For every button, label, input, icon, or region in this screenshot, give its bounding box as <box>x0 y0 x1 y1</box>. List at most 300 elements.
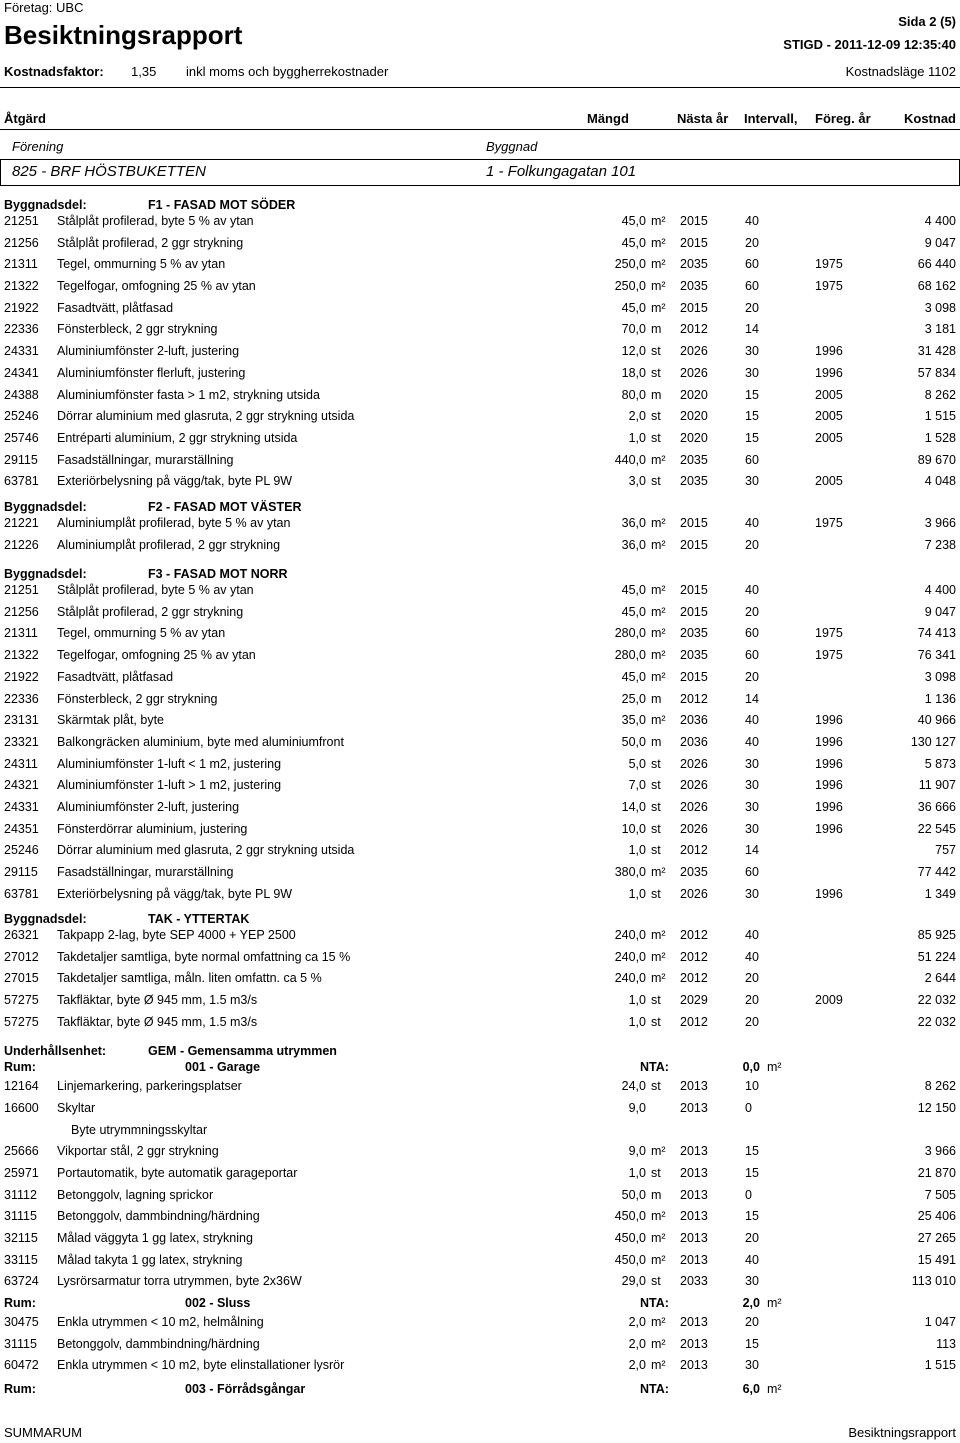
item-cost: 74 413 <box>917 626 956 640</box>
table-row <box>0 668 960 688</box>
item-next-year: 2029 <box>680 993 708 1007</box>
item-next-year: 2013 <box>680 1209 708 1223</box>
item-cost: 22 032 <box>917 1015 956 1029</box>
byggnad-label: Byggnad <box>486 139 538 154</box>
col-header-nasta: Nästa år <box>677 111 729 126</box>
item-previous-year: 1996 <box>815 366 843 380</box>
item-code: 63781 <box>4 887 39 901</box>
table-row <box>0 841 960 861</box>
item-cost: 76 341 <box>917 648 956 662</box>
item-cost: 1 515 <box>924 409 956 423</box>
table-row <box>0 991 960 1011</box>
item-quantity: 3,0 <box>628 474 646 488</box>
item-description: Tegelfogar, omfogning 25 % av ytan <box>57 279 256 293</box>
item-next-year: 2026 <box>680 778 708 792</box>
item-quantity: 12,0 <box>621 344 646 358</box>
item-cost: 1 047 <box>924 1315 956 1329</box>
item-description: Entréparti aluminium, 2 ggr strykning utsida <box>57 431 298 445</box>
item-next-year: 2013 <box>680 1079 708 1093</box>
item-quantity: 70,0 <box>621 322 646 336</box>
item-interval: 30 <box>745 778 759 792</box>
item-next-year: 2013 <box>680 1166 708 1180</box>
item-cost: 27 265 <box>917 1231 956 1245</box>
item-cost: 3 098 <box>924 301 956 315</box>
item-interval: 10 <box>745 1079 759 1093</box>
item-unit: st <box>651 843 661 857</box>
item-previous-year: 1996 <box>815 778 843 792</box>
item-description: Exteriörbelysning på vägg/tak, byte PL 9W <box>57 474 293 488</box>
item-next-year: 2013 <box>680 1358 708 1372</box>
item-description: Målad takyta 1 gg latex, strykning <box>57 1253 243 1267</box>
item-unit: st <box>651 431 661 445</box>
item-quantity: 1,0 <box>628 843 646 857</box>
item-code: 31115 <box>4 1337 37 1351</box>
forening-label: Förening <box>12 139 64 154</box>
item-description: Stålplåt profilerad, byte 5 % av ytan <box>57 214 254 228</box>
item-note: Byte utrymmningsskyltar <box>71 1123 208 1137</box>
item-interval: 30 <box>745 344 759 358</box>
item-cost: 25 406 <box>917 1209 956 1223</box>
item-code: 29115 <box>4 453 38 467</box>
item-unit: st <box>651 800 661 814</box>
item-interval: 20 <box>745 1015 759 1029</box>
room-name: 003 - Förrådsgångar <box>185 1382 306 1396</box>
item-next-year: 2026 <box>680 344 708 358</box>
room-nta-unit: m² <box>767 1060 782 1074</box>
item-quantity: 36,0 <box>621 516 646 530</box>
item-description: Takdetaljer samtliga, byte normal omfattning ca 15 % <box>57 950 351 964</box>
table-row <box>0 1099 960 1119</box>
item-unit: st <box>651 474 661 488</box>
report-title: Besiktningsrapport <box>4 20 243 50</box>
item-quantity: 50,0 <box>621 1188 646 1202</box>
item-next-year: 2015 <box>680 605 708 619</box>
item-previous-year: 1996 <box>815 822 843 836</box>
table-row <box>0 948 960 968</box>
item-interval: 14 <box>745 843 759 857</box>
cost-level: Kostnadsläge 1102 <box>845 64 956 79</box>
item-cost: 8 262 <box>924 388 956 402</box>
item-interval: 60 <box>745 279 759 293</box>
item-quantity: 29,0 <box>621 1274 646 1288</box>
room-nta-value: 2,0 <box>742 1296 760 1310</box>
item-unit: st <box>651 409 661 423</box>
item-cost: 77 442 <box>917 865 956 879</box>
item-unit: m² <box>651 214 666 228</box>
item-unit: m <box>651 735 662 749</box>
item-description: Stålplåt profilerad, 2 ggr strykning <box>57 605 244 619</box>
table-row <box>0 969 960 989</box>
item-description: Fasadtvätt, plåtfasad <box>57 301 174 315</box>
company-label: Företag: UBC <box>4 0 84 15</box>
item-unit: m² <box>651 236 666 250</box>
room-header <box>0 1058 960 1076</box>
item-unit: st <box>651 757 661 771</box>
item-interval: 20 <box>745 236 759 250</box>
item-description: Aluminiumfönster fasta > 1 m2, strykning utsida <box>57 388 320 402</box>
item-description: Tegel, ommurning 5 % av ytan <box>57 626 226 640</box>
item-next-year: 2015 <box>680 236 708 250</box>
item-interval: 60 <box>745 453 759 467</box>
item-interval: 40 <box>745 1253 759 1267</box>
footer-left: SUMMARUM <box>4 1425 82 1440</box>
item-cost: 5 873 <box>924 757 956 771</box>
footer-right: Besiktningsrapport <box>848 1425 956 1440</box>
item-quantity: 1,0 <box>628 431 646 445</box>
item-code: 24311 <box>4 757 38 771</box>
item-interval: 30 <box>745 757 759 771</box>
item-next-year: 2015 <box>680 516 708 530</box>
item-code: 22336 <box>4 322 39 336</box>
item-code: 21256 <box>4 236 39 250</box>
item-unit: st <box>651 887 661 901</box>
item-interval: 14 <box>745 322 759 336</box>
table-row <box>0 1013 960 1033</box>
item-cost: 757 <box>935 843 956 857</box>
section-label: Byggnadsdel: <box>4 912 87 926</box>
item-cost: 85 925 <box>917 928 956 942</box>
table-row <box>0 646 960 666</box>
table-row <box>0 926 960 946</box>
item-interval: 20 <box>745 993 759 1007</box>
item-cost: 4 048 <box>924 474 956 488</box>
item-interval: 15 <box>745 1209 759 1223</box>
item-quantity: 1,0 <box>628 1015 646 1029</box>
item-quantity: 25,0 <box>621 692 646 706</box>
item-quantity: 45,0 <box>621 670 646 684</box>
room-nta-label: NTA: <box>640 1296 669 1310</box>
table-row <box>0 1335 960 1355</box>
col-header-intervall: Intervall, <box>744 111 798 126</box>
table-row <box>0 733 960 753</box>
item-interval: 20 <box>745 538 759 552</box>
item-interval: 20 <box>745 605 759 619</box>
item-unit: m² <box>651 583 666 597</box>
room-nta-value: 6,0 <box>742 1382 760 1396</box>
item-next-year: 2015 <box>680 301 708 315</box>
room-nta-label: NTA: <box>640 1060 669 1074</box>
col-header-foreg: Föreg. år <box>815 111 871 126</box>
room-header <box>0 1380 960 1398</box>
item-interval: 15 <box>745 1144 759 1158</box>
table-row <box>0 711 960 731</box>
item-cost: 1 136 <box>924 692 956 706</box>
item-quantity: 45,0 <box>621 214 646 228</box>
col-header-kostnad: Kostnad <box>904 111 956 126</box>
item-code: 57275 <box>4 1015 39 1029</box>
divider <box>0 129 960 130</box>
item-quantity: 45,0 <box>621 605 646 619</box>
item-previous-year: 2009 <box>815 993 843 1007</box>
item-quantity: 35,0 <box>621 713 646 727</box>
item-description: Stålplåt profilerad, byte 5 % av ytan <box>57 583 254 597</box>
table-row <box>0 364 960 384</box>
item-interval: 40 <box>745 214 759 228</box>
item-previous-year: 1996 <box>815 735 843 749</box>
item-code: 21221 <box>4 516 39 530</box>
item-description: Takdetaljer samtliga, måln. liten omfattn. ca 5 % <box>57 971 322 985</box>
table-row <box>0 1077 960 1097</box>
item-cost: 22 032 <box>917 993 956 1007</box>
item-description: Skärmtak plåt, byte <box>57 713 164 727</box>
item-interval: 30 <box>745 474 759 488</box>
item-note-row <box>0 1121 960 1141</box>
item-quantity: 240,0 <box>614 950 646 964</box>
item-next-year: 2013 <box>680 1188 708 1202</box>
item-quantity: 1,0 <box>628 887 646 901</box>
table-row <box>0 1272 960 1292</box>
item-description: Takpapp 2-lag, byte SEP 4000 + YEP 2500 <box>57 928 296 942</box>
item-code: 30475 <box>4 1315 39 1329</box>
item-next-year: 2013 <box>680 1315 708 1329</box>
item-cost: 2 644 <box>924 971 956 985</box>
item-previous-year: 2005 <box>815 409 843 423</box>
table-row <box>0 776 960 796</box>
item-code: 32115 <box>4 1231 38 1245</box>
item-code: 21311 <box>4 257 38 271</box>
item-next-year: 2026 <box>680 887 708 901</box>
table-row <box>0 624 960 644</box>
room-label: Rum: <box>4 1060 36 1074</box>
item-previous-year: 1996 <box>815 713 843 727</box>
item-next-year: 2013 <box>680 1253 708 1267</box>
item-code: 24331 <box>4 344 39 358</box>
item-next-year: 2013 <box>680 1337 708 1351</box>
item-next-year: 2035 <box>680 453 708 467</box>
item-description: Vikportar stål, 2 ggr strykning <box>57 1144 219 1158</box>
item-cost: 113 010 <box>911 1274 956 1288</box>
item-interval: 20 <box>745 1231 759 1245</box>
item-description: Exteriörbelysning på vägg/tak, byte PL 9W <box>57 887 293 901</box>
item-code: 21922 <box>4 301 39 315</box>
item-previous-year: 2005 <box>815 431 843 445</box>
col-header-mangd: Mängd <box>587 111 629 126</box>
cost-factor-value: 1,35 <box>131 64 157 79</box>
item-description: Fönsterdörrar aluminium, justering <box>57 822 248 836</box>
item-interval: 0 <box>745 1188 752 1202</box>
item-code: 24321 <box>4 778 39 792</box>
item-cost: 1 349 <box>924 887 956 901</box>
item-code: 60472 <box>4 1358 39 1372</box>
item-unit: m² <box>651 971 666 985</box>
item-description: Aluminiumplåt profilerad, 2 ggr strykning <box>57 538 281 552</box>
item-previous-year: 2005 <box>815 474 843 488</box>
item-previous-year: 1975 <box>815 279 843 293</box>
item-quantity: 280,0 <box>614 648 646 662</box>
item-code: 24341 <box>4 366 39 380</box>
cost-factor-note: inkl moms och byggherrekostnader <box>186 64 389 79</box>
item-next-year: 2035 <box>680 626 708 640</box>
item-quantity: 18,0 <box>621 366 646 380</box>
item-next-year: 2012 <box>680 928 708 942</box>
section-name: F3 - FASAD MOT NORR <box>148 567 288 581</box>
item-code: 25246 <box>4 409 39 423</box>
item-next-year: 2020 <box>680 431 708 445</box>
table-row <box>0 581 960 601</box>
room-header <box>0 1294 960 1312</box>
item-quantity: 5,0 <box>628 757 646 771</box>
table-row <box>0 536 960 556</box>
item-description: Dörrar aluminium med glasruta, 2 ggr strykning utsida <box>57 409 355 423</box>
item-interval: 20 <box>745 301 759 315</box>
item-quantity: 250,0 <box>614 257 646 271</box>
item-unit: st <box>651 344 661 358</box>
item-unit: st <box>651 778 661 792</box>
item-code: 21311 <box>4 626 38 640</box>
table-row <box>0 277 960 297</box>
item-description: Aluminiumfönster 2-luft, justering <box>57 344 240 358</box>
item-interval: 30 <box>745 887 759 901</box>
item-next-year: 2013 <box>680 1101 708 1115</box>
item-interval: 15 <box>745 431 759 445</box>
item-description: Lysrörsarmatur torra utrymmen, byte 2x36W <box>57 1274 302 1288</box>
item-quantity: 240,0 <box>614 928 646 942</box>
item-cost: 3 966 <box>924 516 956 530</box>
room-label: Rum: <box>4 1296 36 1310</box>
item-quantity: 450,0 <box>614 1231 646 1245</box>
item-description: Fasadställningar, murarställning <box>57 453 234 467</box>
item-unit: m <box>651 322 662 336</box>
table-row <box>0 212 960 232</box>
item-cost: 36 666 <box>917 800 956 814</box>
table-row <box>0 1142 960 1162</box>
item-unit: st <box>651 1015 661 1029</box>
item-description: Målad väggyta 1 gg latex, strykning <box>57 1231 253 1245</box>
item-interval: 15 <box>745 1337 759 1351</box>
item-cost: 66 440 <box>917 257 956 271</box>
item-description: Aluminiumplåt profilerad, byte 5 % av ytan <box>57 516 291 530</box>
item-unit: m² <box>651 865 666 879</box>
item-unit: m <box>651 388 662 402</box>
item-unit: m² <box>651 301 666 315</box>
item-unit: m² <box>651 1144 666 1158</box>
item-cost: 51 224 <box>917 950 956 964</box>
item-cost: 4 400 <box>924 583 956 597</box>
page-indicator: Sida 2 (5) <box>898 14 956 29</box>
item-next-year: 2012 <box>680 971 708 985</box>
item-cost: 9 047 <box>924 236 956 250</box>
item-cost: 1 528 <box>924 431 956 445</box>
table-row <box>0 820 960 840</box>
item-code: 63724 <box>4 1274 39 1288</box>
table-row <box>0 690 960 710</box>
table-row <box>0 1164 960 1184</box>
item-code: 31115 <box>4 1209 37 1223</box>
item-unit: m² <box>651 950 666 964</box>
table-row <box>0 1207 960 1227</box>
item-code: 31112 <box>4 1188 37 1202</box>
item-quantity: 240,0 <box>614 971 646 985</box>
item-unit: m² <box>651 928 666 942</box>
item-cost: 7 238 <box>924 538 956 552</box>
item-previous-year: 1975 <box>815 626 843 640</box>
item-previous-year: 1975 <box>815 257 843 271</box>
table-row <box>0 755 960 775</box>
item-quantity: 10,0 <box>621 822 646 836</box>
item-quantity: 45,0 <box>621 301 646 315</box>
item-next-year: 2015 <box>680 214 708 228</box>
item-cost: 68 162 <box>917 279 956 293</box>
item-interval: 40 <box>745 950 759 964</box>
item-cost: 130 127 <box>910 735 956 749</box>
table-row <box>0 798 960 818</box>
item-code: 24351 <box>4 822 39 836</box>
item-unit: m² <box>651 1315 666 1329</box>
item-cost: 8 262 <box>924 1079 956 1093</box>
item-description: Portautomatik, byte automatik garageportar <box>57 1166 298 1180</box>
item-interval: 20 <box>745 971 759 985</box>
item-unit: st <box>651 1166 661 1180</box>
item-next-year: 2012 <box>680 950 708 964</box>
section-label: Byggnadsdel: <box>4 198 87 212</box>
item-code: 12164 <box>4 1079 39 1093</box>
room-nta-unit: m² <box>767 1296 782 1310</box>
item-next-year: 2020 <box>680 388 708 402</box>
item-unit: m <box>651 1188 662 1202</box>
item-description: Skyltar <box>57 1101 96 1115</box>
room-nta-value: 0,0 <box>742 1060 760 1074</box>
item-interval: 30 <box>745 822 759 836</box>
item-quantity: 450,0 <box>614 1253 646 1267</box>
item-unit: m² <box>651 538 666 552</box>
item-interval: 30 <box>745 1358 759 1372</box>
item-interval: 40 <box>745 583 759 597</box>
item-code: 57275 <box>4 993 39 1007</box>
item-unit: m² <box>651 1209 666 1223</box>
item-next-year: 2012 <box>680 322 708 336</box>
table-row <box>0 603 960 623</box>
item-description: Enkla utrymmen < 10 m2, helmålning <box>57 1315 264 1329</box>
report-timestamp: STIGD - 2011-12-09 12:35:40 <box>783 37 956 52</box>
cost-factor-label: Kostnadsfaktor: <box>4 64 104 79</box>
item-quantity: 7,0 <box>628 778 646 792</box>
item-cost: 12 150 <box>917 1101 956 1115</box>
table-row <box>0 1186 960 1206</box>
item-quantity: 9,0 <box>628 1101 646 1115</box>
item-interval: 40 <box>745 928 759 942</box>
item-quantity: 24,0 <box>621 1079 646 1093</box>
item-unit: m² <box>651 605 666 619</box>
byggnad-name: 1 - Folkungagatan 101 <box>486 163 637 180</box>
item-cost: 1 515 <box>924 1358 956 1372</box>
item-code: 27012 <box>4 950 39 964</box>
item-interval: 15 <box>745 1166 759 1180</box>
item-description: Aluminiumfönster 1-luft > 1 m2, justering <box>57 778 282 792</box>
item-quantity: 380,0 <box>614 865 646 879</box>
item-quantity: 2,0 <box>628 1337 646 1351</box>
item-quantity: 1,0 <box>628 993 646 1007</box>
table-row <box>0 299 960 319</box>
item-interval: 0 <box>745 1101 752 1115</box>
item-unit: st <box>651 993 661 1007</box>
item-next-year: 2036 <box>680 735 708 749</box>
section-label: Byggnadsdel: <box>4 500 87 514</box>
item-interval: 30 <box>745 366 759 380</box>
item-interval: 30 <box>745 800 759 814</box>
item-previous-year: 1996 <box>815 757 843 771</box>
item-interval: 40 <box>745 516 759 530</box>
table-row <box>0 885 960 905</box>
item-description: Tegel, ommurning 5 % av ytan <box>57 257 226 271</box>
item-cost: 40 966 <box>917 713 956 727</box>
item-next-year: 2012 <box>680 1015 708 1029</box>
item-code: 21322 <box>4 279 39 293</box>
item-interval: 40 <box>745 713 759 727</box>
item-code: 25246 <box>4 843 39 857</box>
item-next-year: 2026 <box>680 757 708 771</box>
item-unit: st <box>651 1274 661 1288</box>
item-previous-year: 1975 <box>815 516 843 530</box>
